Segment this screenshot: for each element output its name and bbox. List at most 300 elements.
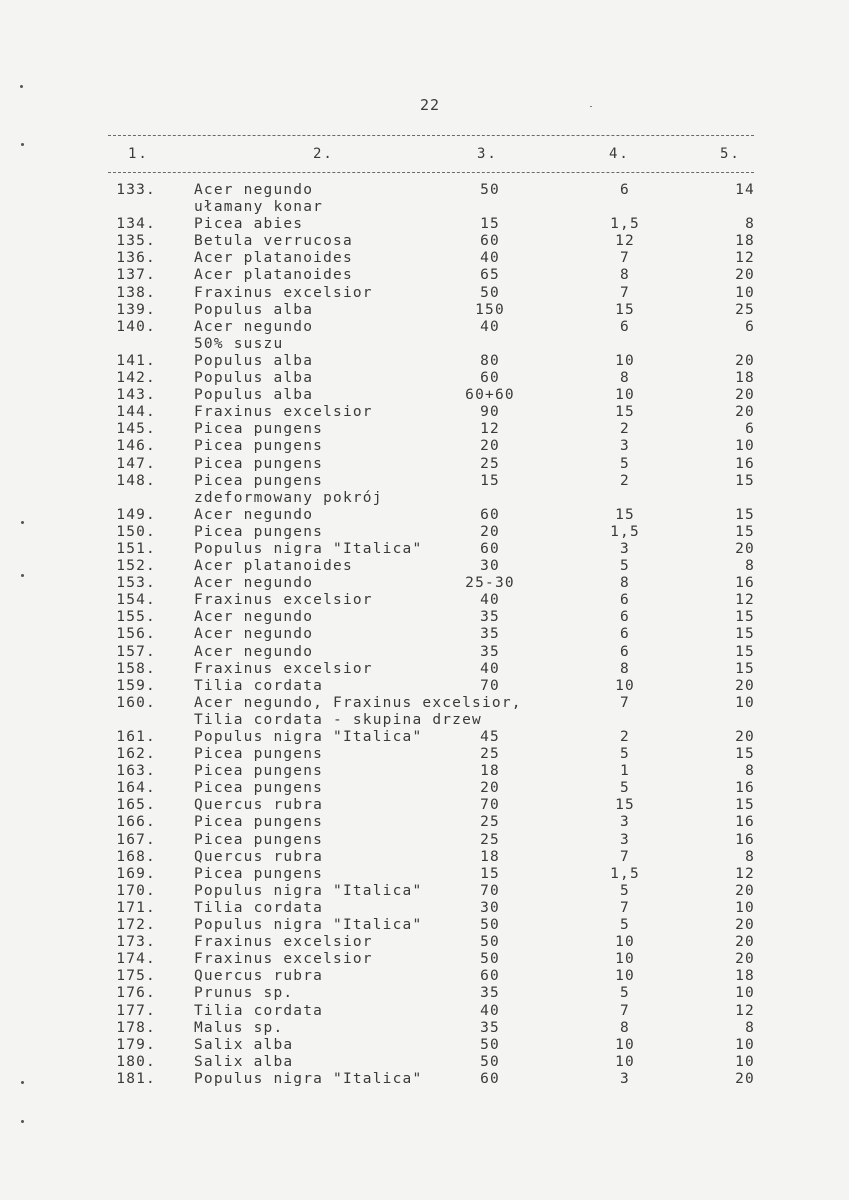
col-4-value: 15 <box>615 797 635 814</box>
col-3-value: 12 <box>480 421 500 438</box>
row-number: 162. <box>116 746 156 763</box>
col-5-value: 20 <box>735 540 755 557</box>
col-4-value: 2 <box>620 729 630 745</box>
species-name: Populus nigra "Italica" <box>194 1070 423 1087</box>
col-4-value: 7 <box>620 250 630 267</box>
col-3-value: 45 <box>480 729 500 745</box>
row-number: 149. <box>116 506 156 523</box>
row-number: 142. <box>116 370 156 387</box>
col-5-value: 16 <box>735 575 755 592</box>
table-row <box>0 814 849 831</box>
col-4-value: 5 <box>620 780 630 797</box>
col-3-value: 60 <box>480 968 500 985</box>
species-name: Picea pungens <box>194 763 324 780</box>
row-number: 141. <box>116 352 156 369</box>
col-3-value: 25 <box>480 814 500 831</box>
col-3-value: 60 <box>480 506 500 523</box>
table-row <box>0 797 849 814</box>
col-3-value: 60 <box>480 1070 500 1087</box>
scan-speck <box>21 143 24 146</box>
row-number: 167. <box>116 831 156 848</box>
col-5-value: 20 <box>735 729 755 745</box>
table-row <box>0 985 849 1002</box>
col-4-value: 1 <box>620 763 630 780</box>
row-number: 154. <box>116 592 156 609</box>
species-name: Acer negundo <box>194 318 314 335</box>
col-5-value: 10 <box>735 694 755 711</box>
table-row <box>0 1037 849 1054</box>
species-name: Fraxinus excelsior <box>194 592 373 609</box>
species-name: Picea pungens <box>194 814 324 831</box>
row-number: 138. <box>116 284 156 301</box>
col-4-value: 5 <box>620 746 630 763</box>
species-name: Salix alba <box>194 1036 294 1053</box>
table-row <box>0 575 849 592</box>
table-row <box>0 763 849 780</box>
col-4-value: 5 <box>620 882 630 899</box>
species-name: Tilia cordata <box>194 677 324 694</box>
species-name: Salix alba <box>194 1053 294 1070</box>
col-4-value: 10 <box>615 968 635 985</box>
row-number: 148. <box>116 472 156 489</box>
col-5-value: 10 <box>735 1053 755 1070</box>
col-5-value: 8 <box>745 848 755 865</box>
col-5-value: 8 <box>745 216 755 233</box>
species-name: Picea pungens <box>194 523 324 540</box>
row-number: 179. <box>116 1036 156 1053</box>
row-number: 178. <box>116 1019 156 1036</box>
col-5-value: 14 <box>735 182 755 198</box>
col-3-value: 35 <box>480 626 500 643</box>
species-name: Fraxinus excelsior <box>194 660 373 677</box>
row-number: 180. <box>116 1053 156 1070</box>
species-name: Acer platanoides <box>194 267 353 284</box>
table-row <box>0 370 849 387</box>
row-number: 151. <box>116 540 156 557</box>
header-col-3: 3. <box>477 146 498 162</box>
col-3-value: 90 <box>480 404 500 421</box>
species-name: Populus alba <box>194 387 314 404</box>
col-3-value: 80 <box>480 352 500 369</box>
table-row <box>0 609 849 626</box>
header-col-4: 4. <box>609 146 630 162</box>
table-row <box>0 968 849 985</box>
col-3-value: 60+60 <box>465 387 515 404</box>
row-number: 173. <box>116 934 156 951</box>
species-name: Picea pungens <box>194 831 324 848</box>
col-5-value: 10 <box>735 985 755 1002</box>
col-4-value: 3 <box>620 814 630 831</box>
col-5-value: 12 <box>735 1002 755 1019</box>
col-4-value: 5 <box>620 985 630 1002</box>
col-4-value: 8 <box>620 575 630 592</box>
col-5-value: 15 <box>735 660 755 677</box>
species-name: Fraxinus excelsior <box>194 284 373 301</box>
species-name: Quercus rubra <box>194 968 324 985</box>
col-4-value: 15 <box>615 404 635 421</box>
col-5-value: 10 <box>735 1036 755 1053</box>
species-name: Picea pungens <box>194 421 324 438</box>
row-number: 181. <box>116 1070 156 1087</box>
table-row <box>0 387 849 404</box>
col-3-value: 25 <box>480 746 500 763</box>
col-3-value: 40 <box>480 660 500 677</box>
table-row <box>0 780 849 797</box>
col-3-value: 70 <box>480 797 500 814</box>
col-4-value: 10 <box>615 1053 635 1070</box>
row-number: 145. <box>116 421 156 438</box>
species-name: Populus nigra "Italica" <box>194 882 423 899</box>
table-row <box>0 285 849 302</box>
col-4-value: 7 <box>620 694 630 711</box>
header-rule-bottom <box>108 172 754 173</box>
col-4-value: 3 <box>620 1070 630 1087</box>
species-name: Acer platanoides <box>194 558 353 575</box>
col-4-value: 10 <box>615 352 635 369</box>
col-5-value: 18 <box>735 968 755 985</box>
table-row <box>0 1071 849 1088</box>
table-row <box>0 353 849 370</box>
col-4-value: 10 <box>615 387 635 404</box>
table-row <box>0 456 849 473</box>
col-3-value: 25 <box>480 831 500 848</box>
col-3-value: 50 <box>480 1036 500 1053</box>
table-row <box>0 626 849 643</box>
col-3-value: 50 <box>480 917 500 934</box>
species-name: Picea abies <box>194 216 304 233</box>
col-5-value: 20 <box>735 882 755 899</box>
row-number: 165. <box>116 797 156 814</box>
col-4-value: 7 <box>620 1002 630 1019</box>
col-4-value: 6 <box>620 626 630 643</box>
col-4-value: 5 <box>620 455 630 472</box>
col-5-value: 15 <box>735 472 755 489</box>
col-5-value: 20 <box>735 1070 755 1087</box>
col-3-value: 35 <box>480 985 500 1002</box>
col-5-value: 25 <box>735 301 755 318</box>
species-name: Fraxinus excelsior <box>194 404 373 421</box>
row-number: 161. <box>116 729 156 745</box>
species-name: Picea pungens <box>194 865 324 882</box>
scan-speck <box>21 1081 24 1084</box>
row-note: 50% suszu <box>194 335 284 352</box>
col-4-value: 10 <box>615 1036 635 1053</box>
species-name: Acer negundo <box>194 609 314 626</box>
col-4-value: 6 <box>620 609 630 626</box>
table-row <box>0 883 849 900</box>
col-3-value: 35 <box>480 643 500 660</box>
col-4-value: 10 <box>615 951 635 968</box>
table-row <box>0 267 849 284</box>
col-5-value: 18 <box>735 233 755 250</box>
col-5-value: 10 <box>735 284 755 301</box>
col-4-value: 10 <box>615 934 635 951</box>
col-4-value: 7 <box>620 284 630 301</box>
species-name: Acer negundo <box>194 643 314 660</box>
header-col-1: 1. <box>128 146 149 162</box>
col-4-value: 6 <box>620 182 630 198</box>
row-number: 168. <box>116 848 156 865</box>
species-name: Populus alba <box>194 352 314 369</box>
col-5-value: 16 <box>735 455 755 472</box>
row-number: 171. <box>116 899 156 916</box>
col-3-value: 40 <box>480 592 500 609</box>
col-3-value: 20 <box>480 780 500 797</box>
scan-speck <box>21 1120 24 1123</box>
col-4-value: 5 <box>620 558 630 575</box>
species-name: Tilia cordata <box>194 899 324 916</box>
row-number: 134. <box>116 216 156 233</box>
col-3-value: 50 <box>480 1053 500 1070</box>
row-number: 160. <box>116 694 156 711</box>
table-row <box>0 951 849 968</box>
header-col-5: 5. <box>720 146 741 162</box>
row-number: 153. <box>116 575 156 592</box>
col-4-value: 8 <box>620 1019 630 1036</box>
row-number: 139. <box>116 301 156 318</box>
table-row <box>0 678 849 695</box>
col-5-value: 12 <box>735 250 755 267</box>
col-4-value: 15 <box>615 301 635 318</box>
table-row <box>0 1003 849 1020</box>
species-name: Tilia cordata <box>194 1002 324 1019</box>
col-5-value: 15 <box>735 609 755 626</box>
species-name: Fraxinus excelsior <box>194 951 373 968</box>
col-5-value: 8 <box>745 763 755 780</box>
col-3-value: 25-30 <box>465 575 515 592</box>
table-row <box>0 404 849 421</box>
table-row <box>0 558 849 575</box>
row-number: 156. <box>116 626 156 643</box>
col-5-value: 15 <box>735 643 755 660</box>
col-4-value: 12 <box>615 233 635 250</box>
table-row <box>0 832 849 849</box>
scan-speck <box>590 106 592 107</box>
col-3-value: 60 <box>480 233 500 250</box>
col-4-value: 7 <box>620 848 630 865</box>
table-row <box>0 934 849 951</box>
table-row <box>0 729 849 746</box>
species-name: Acer platanoides <box>194 250 353 267</box>
row-number: 172. <box>116 917 156 934</box>
col-3-value: 70 <box>480 882 500 899</box>
table-row <box>0 524 849 541</box>
col-5-value: 15 <box>735 506 755 523</box>
table-row <box>0 421 849 438</box>
table-row <box>0 1054 849 1071</box>
col-5-value: 10 <box>735 438 755 455</box>
row-note: ułamany konar <box>194 199 324 216</box>
table-row <box>0 541 849 558</box>
table-row <box>0 695 849 712</box>
col-5-value: 20 <box>735 404 755 421</box>
row-number: 133. <box>116 182 156 198</box>
species-name: Picea pungens <box>194 746 324 763</box>
species-name: Picea pungens <box>194 780 324 797</box>
row-number: 140. <box>116 318 156 335</box>
col-3-value: 25 <box>480 455 500 472</box>
row-number: 177. <box>116 1002 156 1019</box>
col-3-value: 18 <box>480 848 500 865</box>
row-number: 146. <box>116 438 156 455</box>
col-3-value: 35 <box>480 609 500 626</box>
table-row <box>0 438 849 455</box>
col-4-value: 15 <box>615 506 635 523</box>
col-4-value: 8 <box>620 267 630 284</box>
col-3-value: 40 <box>480 1002 500 1019</box>
table-row <box>0 473 849 490</box>
species-name: Acer negundo <box>194 506 314 523</box>
table-row <box>0 866 849 883</box>
tree-inventory-table <box>0 182 849 1088</box>
row-number: 164. <box>116 780 156 797</box>
col-4-value: 1,5 <box>610 216 640 233</box>
col-5-value: 20 <box>735 677 755 694</box>
col-5-value: 6 <box>745 421 755 438</box>
col-4-value: 5 <box>620 917 630 934</box>
col-3-value: 35 <box>480 1019 500 1036</box>
table-row <box>0 182 849 199</box>
col-4-value: 8 <box>620 370 630 387</box>
col-3-value: 15 <box>480 216 500 233</box>
row-number: 175. <box>116 968 156 985</box>
row-number: 152. <box>116 558 156 575</box>
col-5-value: 12 <box>735 865 755 882</box>
row-number: 174. <box>116 951 156 968</box>
header-rule-top <box>108 135 754 136</box>
col-5-value: 10 <box>735 899 755 916</box>
col-4-value: 2 <box>620 421 630 438</box>
row-number: 144. <box>116 404 156 421</box>
col-3-value: 18 <box>480 763 500 780</box>
header-col-2: 2. <box>313 146 334 162</box>
col-5-value: 18 <box>735 370 755 387</box>
col-4-value: 3 <box>620 831 630 848</box>
col-3-value: 40 <box>480 318 500 335</box>
col-3-value: 50 <box>480 284 500 301</box>
table-row <box>0 849 849 866</box>
species-name: Picea pungens <box>194 438 324 455</box>
col-5-value: 20 <box>735 387 755 404</box>
col-3-value: 15 <box>480 865 500 882</box>
col-3-value: 30 <box>480 558 500 575</box>
table-row <box>0 917 849 934</box>
scan-speck <box>21 574 24 577</box>
species-name: Fraxinus excelsior <box>194 934 373 951</box>
col-5-value: 16 <box>735 831 755 848</box>
row-number: 169. <box>116 865 156 882</box>
col-3-value: 20 <box>480 438 500 455</box>
row-number: 136. <box>116 250 156 267</box>
species-name: Quercus rubra <box>194 797 324 814</box>
col-5-value: 20 <box>735 352 755 369</box>
col-3-value: 150 <box>475 301 505 318</box>
col-5-value: 15 <box>735 746 755 763</box>
species-name: Acer negundo <box>194 626 314 643</box>
scan-speck <box>21 521 24 524</box>
row-number: 135. <box>116 233 156 250</box>
col-5-value: 20 <box>735 917 755 934</box>
species-name: Acer negundo <box>194 182 314 198</box>
species-name: Populus nigra "Italica" <box>194 729 423 745</box>
species-name: Populus nigra "Italica" <box>194 917 423 934</box>
species-name: Picea pungens <box>194 472 324 489</box>
row-number: 159. <box>116 677 156 694</box>
row-number: 170. <box>116 882 156 899</box>
page-number: 22 <box>420 96 441 114</box>
row-note: zdeformowany pokrój <box>194 489 383 506</box>
row-number: 176. <box>116 985 156 1002</box>
table-row <box>0 250 849 267</box>
table-row <box>0 592 849 609</box>
col-4-value: 6 <box>620 643 630 660</box>
row-number: 143. <box>116 387 156 404</box>
col-5-value: 6 <box>745 318 755 335</box>
col-3-value: 15 <box>480 472 500 489</box>
col-4-value: 6 <box>620 318 630 335</box>
species-name: Populus nigra "Italica" <box>194 540 423 557</box>
table-row <box>0 644 849 661</box>
table-row <box>0 746 849 763</box>
table-row <box>0 900 849 917</box>
table-row <box>0 216 849 233</box>
species-name: Populus alba <box>194 370 314 387</box>
col-4-value: 3 <box>620 540 630 557</box>
row-number: 147. <box>116 455 156 472</box>
col-4-value: 1,5 <box>610 523 640 540</box>
col-4-value: 2 <box>620 472 630 489</box>
col-3-value: 65 <box>480 267 500 284</box>
species-name: Acer negundo <box>194 575 314 592</box>
table-row <box>0 1020 849 1037</box>
col-5-value: 12 <box>735 592 755 609</box>
col-3-value: 50 <box>480 934 500 951</box>
col-5-value: 20 <box>735 934 755 951</box>
col-3-value: 50 <box>480 951 500 968</box>
col-3-value: 40 <box>480 250 500 267</box>
col-3-value: 50 <box>480 182 500 198</box>
col-3-value: 60 <box>480 370 500 387</box>
table-row <box>0 233 849 250</box>
col-4-value: 8 <box>620 660 630 677</box>
col-3-value: 20 <box>480 523 500 540</box>
col-4-value: 6 <box>620 592 630 609</box>
row-number: 157. <box>116 643 156 660</box>
table-row <box>0 319 849 336</box>
col-5-value: 15 <box>735 797 755 814</box>
col-5-value: 8 <box>745 1019 755 1036</box>
col-5-value: 20 <box>735 267 755 284</box>
table-row <box>0 302 849 319</box>
scan-speck <box>20 85 23 88</box>
row-number: 158. <box>116 660 156 677</box>
row-number: 150. <box>116 523 156 540</box>
col-4-value: 7 <box>620 899 630 916</box>
row-note: Tilia cordata - skupina drzew <box>194 711 482 728</box>
species-name: Malus sp. <box>194 1019 284 1036</box>
col-5-value: 15 <box>735 523 755 540</box>
col-5-value: 20 <box>735 951 755 968</box>
species-name: Populus alba <box>194 301 314 318</box>
species-name: Acer negundo, Fraxinus excelsior, <box>194 694 522 711</box>
row-number: 137. <box>116 267 156 284</box>
table-row <box>0 661 849 678</box>
col-5-value: 16 <box>735 814 755 831</box>
species-name: Betula verrucosa <box>194 233 353 250</box>
col-4-value: 3 <box>620 438 630 455</box>
col-3-value: 70 <box>480 677 500 694</box>
row-number: 163. <box>116 763 156 780</box>
